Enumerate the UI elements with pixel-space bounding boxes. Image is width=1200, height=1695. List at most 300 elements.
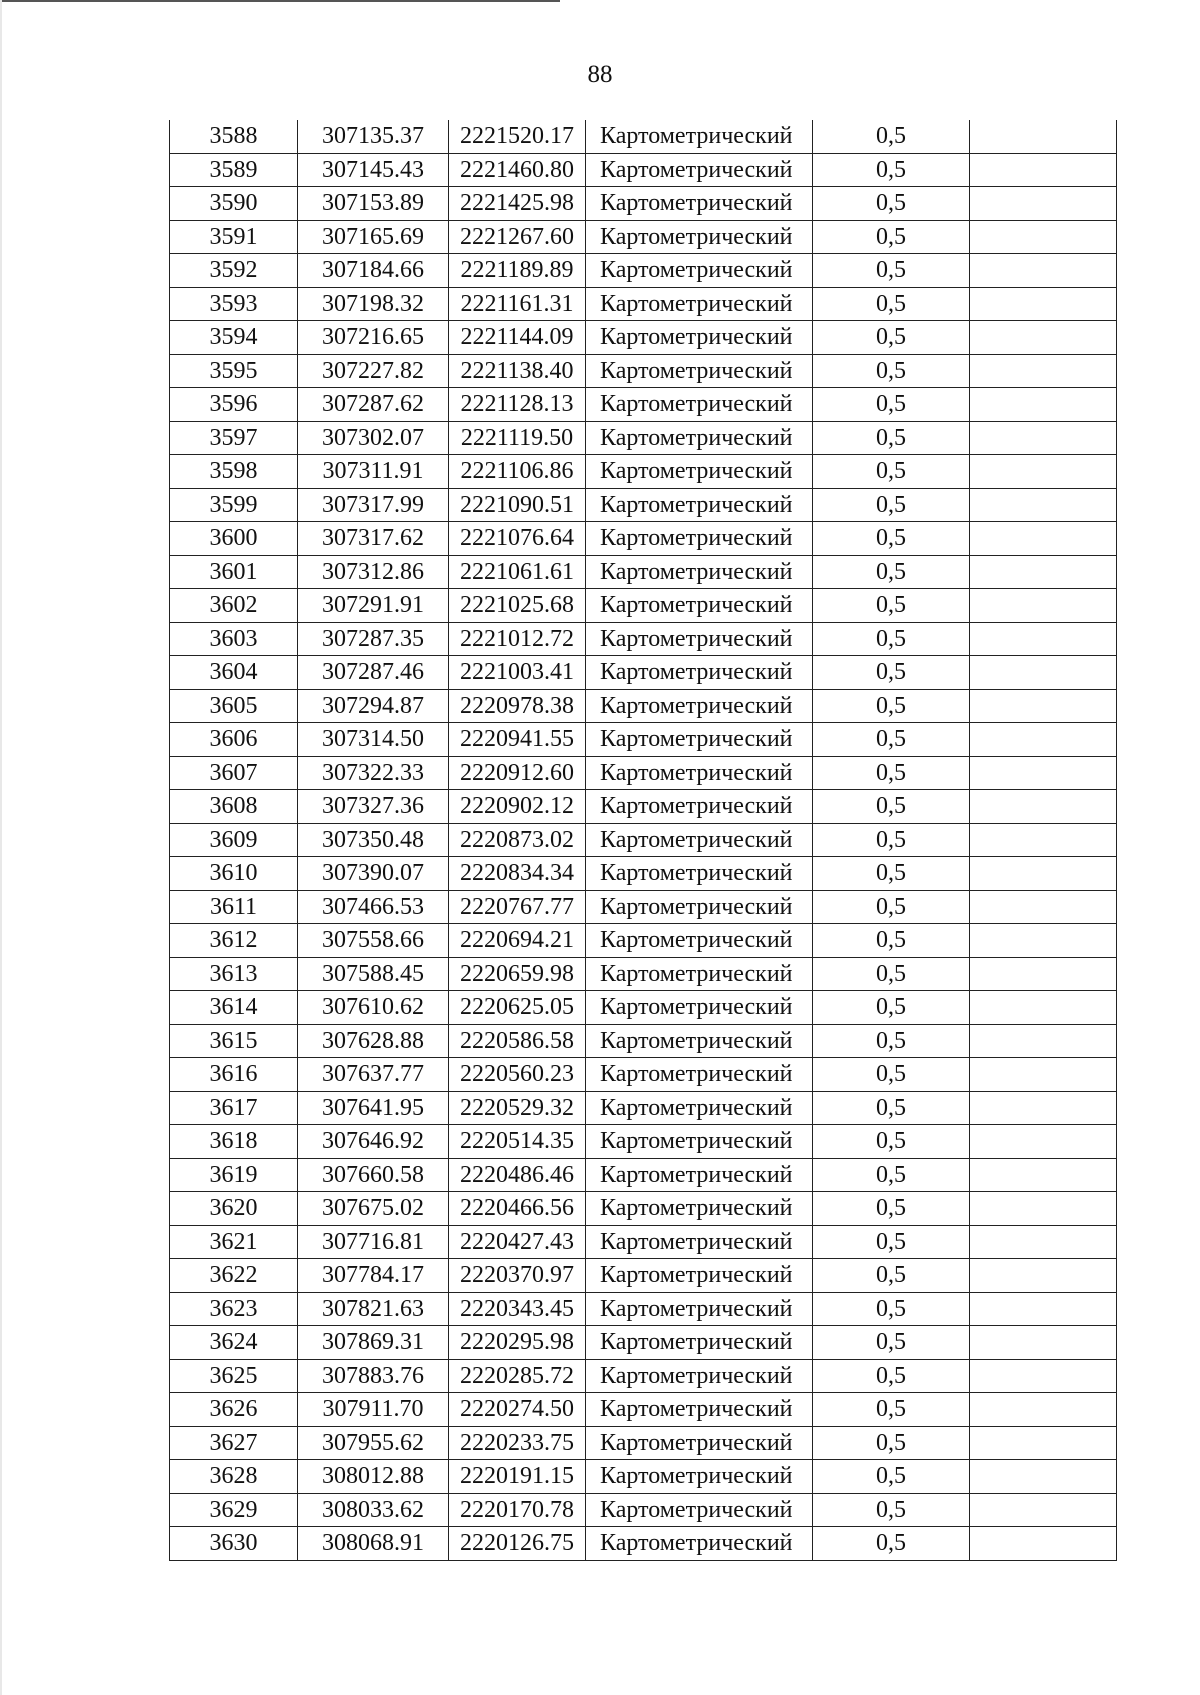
note-cell — [970, 1225, 1117, 1259]
x-coordinate-cell: 307317.99 — [298, 488, 449, 522]
y-coordinate-cell: 2220625.05 — [449, 991, 586, 1025]
method-cell: Картометрический — [586, 388, 813, 422]
method-cell: Картометрический — [586, 1393, 813, 1427]
x-coordinate-cell: 308012.88 — [298, 1460, 449, 1494]
note-cell — [970, 756, 1117, 790]
point-number-cell: 3604 — [170, 656, 298, 690]
note-cell — [970, 924, 1117, 958]
y-coordinate-cell: 2220659.98 — [449, 957, 586, 991]
table-row — [170, 622, 1117, 656]
point-number-cell: 3603 — [170, 622, 298, 656]
note-cell — [970, 1058, 1117, 1092]
method-cell: Картометрический — [586, 1158, 813, 1192]
y-coordinate-cell: 2220191.15 — [449, 1460, 586, 1494]
y-coordinate-cell: 2221012.72 — [449, 622, 586, 656]
note-cell — [970, 1426, 1117, 1460]
point-number-cell: 3620 — [170, 1192, 298, 1226]
x-coordinate-cell: 307287.35 — [298, 622, 449, 656]
point-number-cell: 3601 — [170, 555, 298, 589]
note-cell — [970, 153, 1117, 187]
note-cell — [970, 421, 1117, 455]
table-row — [170, 287, 1117, 321]
accuracy-cell: 0,5 — [813, 723, 970, 757]
x-coordinate-cell: 307291.91 — [298, 589, 449, 623]
accuracy-cell: 0,5 — [813, 1493, 970, 1527]
table-row — [170, 1125, 1117, 1159]
y-coordinate-cell: 2221460.80 — [449, 153, 586, 187]
y-coordinate-cell: 2221161.31 — [449, 287, 586, 321]
y-coordinate-cell: 2220233.75 — [449, 1426, 586, 1460]
x-coordinate-cell: 307294.87 — [298, 689, 449, 723]
y-coordinate-cell: 2220466.56 — [449, 1192, 586, 1226]
table-row — [170, 689, 1117, 723]
y-coordinate-cell: 2221144.09 — [449, 321, 586, 355]
accuracy-cell: 0,5 — [813, 1259, 970, 1293]
y-coordinate-cell: 2220694.21 — [449, 924, 586, 958]
coordinates-table-body — [170, 120, 1117, 1560]
x-coordinate-cell: 307135.37 — [298, 120, 449, 153]
point-number-cell: 3615 — [170, 1024, 298, 1058]
table-row — [170, 1460, 1117, 1494]
table-row — [170, 1091, 1117, 1125]
method-cell: Картометрический — [586, 354, 813, 388]
accuracy-cell: 0,5 — [813, 857, 970, 891]
table-row — [170, 555, 1117, 589]
note-cell — [970, 1259, 1117, 1293]
x-coordinate-cell: 307153.89 — [298, 187, 449, 221]
method-cell: Картометрический — [586, 1292, 813, 1326]
method-cell: Картометрический — [586, 187, 813, 221]
method-cell: Картометрический — [586, 924, 813, 958]
x-coordinate-cell: 307883.76 — [298, 1359, 449, 1393]
point-number-cell: 3592 — [170, 254, 298, 288]
accuracy-cell: 0,5 — [813, 1125, 970, 1159]
table-row — [170, 790, 1117, 824]
note-cell — [970, 1493, 1117, 1527]
accuracy-cell: 0,5 — [813, 622, 970, 656]
point-number-cell: 3602 — [170, 589, 298, 623]
note-cell — [970, 388, 1117, 422]
scan-border-left — [0, 0, 2, 1695]
point-number-cell: 3606 — [170, 723, 298, 757]
method-cell: Картометрический — [586, 321, 813, 355]
y-coordinate-cell: 2220126.75 — [449, 1527, 586, 1561]
point-number-cell: 3624 — [170, 1326, 298, 1360]
accuracy-cell: 0,5 — [813, 790, 970, 824]
y-coordinate-cell: 2220586.58 — [449, 1024, 586, 1058]
point-number-cell: 3599 — [170, 488, 298, 522]
y-coordinate-cell: 2221119.50 — [449, 421, 586, 455]
table-row — [170, 1359, 1117, 1393]
x-coordinate-cell: 307869.31 — [298, 1326, 449, 1360]
note-cell — [970, 957, 1117, 991]
point-number-cell: 3626 — [170, 1393, 298, 1427]
method-cell: Картометрический — [586, 656, 813, 690]
note-cell — [970, 220, 1117, 254]
point-number-cell: 3591 — [170, 220, 298, 254]
point-number-cell: 3623 — [170, 1292, 298, 1326]
y-coordinate-cell: 2220295.98 — [449, 1326, 586, 1360]
point-number-cell: 3600 — [170, 522, 298, 556]
table-row — [170, 153, 1117, 187]
x-coordinate-cell: 307911.70 — [298, 1393, 449, 1427]
x-coordinate-cell: 307311.91 — [298, 455, 449, 489]
point-number-cell: 3588 — [170, 120, 298, 153]
point-number-cell: 3597 — [170, 421, 298, 455]
point-number-cell: 3621 — [170, 1225, 298, 1259]
point-number-cell: 3598 — [170, 455, 298, 489]
y-coordinate-cell: 2221267.60 — [449, 220, 586, 254]
x-coordinate-cell: 307558.66 — [298, 924, 449, 958]
note-cell — [970, 1091, 1117, 1125]
table-row — [170, 857, 1117, 891]
x-coordinate-cell: 308068.91 — [298, 1527, 449, 1561]
note-cell — [970, 991, 1117, 1025]
accuracy-cell: 0,5 — [813, 153, 970, 187]
x-coordinate-cell: 307641.95 — [298, 1091, 449, 1125]
y-coordinate-cell: 2220873.02 — [449, 823, 586, 857]
note-cell — [970, 1125, 1117, 1159]
x-coordinate-cell: 307317.62 — [298, 522, 449, 556]
method-cell: Картометрический — [586, 522, 813, 556]
table-row — [170, 1426, 1117, 1460]
method-cell: Картометрический — [586, 756, 813, 790]
table-row — [170, 1393, 1117, 1427]
table-row — [170, 321, 1117, 355]
note-cell — [970, 488, 1117, 522]
point-number-cell: 3616 — [170, 1058, 298, 1092]
accuracy-cell: 0,5 — [813, 823, 970, 857]
x-coordinate-cell: 307287.62 — [298, 388, 449, 422]
accuracy-cell: 0,5 — [813, 388, 970, 422]
method-cell: Картометрический — [586, 857, 813, 891]
note-cell — [970, 1326, 1117, 1360]
x-coordinate-cell: 307312.86 — [298, 555, 449, 589]
table-row — [170, 187, 1117, 221]
note-cell — [970, 254, 1117, 288]
coordinates-table — [169, 120, 1117, 1561]
x-coordinate-cell: 307646.92 — [298, 1125, 449, 1159]
accuracy-cell: 0,5 — [813, 354, 970, 388]
accuracy-cell: 0,5 — [813, 120, 970, 153]
accuracy-cell: 0,5 — [813, 1359, 970, 1393]
method-cell: Картометрический — [586, 723, 813, 757]
x-coordinate-cell: 307216.65 — [298, 321, 449, 355]
y-coordinate-cell: 2221090.51 — [449, 488, 586, 522]
accuracy-cell: 0,5 — [813, 321, 970, 355]
accuracy-cell: 0,5 — [813, 756, 970, 790]
note-cell — [970, 287, 1117, 321]
accuracy-cell: 0,5 — [813, 1292, 970, 1326]
method-cell: Картометрический — [586, 120, 813, 153]
note-cell — [970, 723, 1117, 757]
point-number-cell: 3611 — [170, 890, 298, 924]
method-cell: Картометрический — [586, 1058, 813, 1092]
method-cell: Картометрический — [586, 254, 813, 288]
table-row — [170, 1326, 1117, 1360]
accuracy-cell: 0,5 — [813, 689, 970, 723]
table-row — [170, 656, 1117, 690]
accuracy-cell: 0,5 — [813, 522, 970, 556]
method-cell: Картометрический — [586, 1359, 813, 1393]
method-cell: Картометрический — [586, 1225, 813, 1259]
y-coordinate-cell: 2221138.40 — [449, 354, 586, 388]
note-cell — [970, 1359, 1117, 1393]
method-cell: Картометрический — [586, 455, 813, 489]
note-cell — [970, 187, 1117, 221]
method-cell: Картометрический — [586, 555, 813, 589]
accuracy-cell: 0,5 — [813, 1426, 970, 1460]
table-row — [170, 756, 1117, 790]
note-cell — [970, 1192, 1117, 1226]
y-coordinate-cell: 2220941.55 — [449, 723, 586, 757]
point-number-cell: 3618 — [170, 1125, 298, 1159]
accuracy-cell: 0,5 — [813, 254, 970, 288]
accuracy-cell: 0,5 — [813, 1326, 970, 1360]
table-row — [170, 1024, 1117, 1058]
point-number-cell: 3614 — [170, 991, 298, 1025]
y-coordinate-cell: 2221106.86 — [449, 455, 586, 489]
method-cell: Картометрический — [586, 488, 813, 522]
method-cell: Картометрический — [586, 1426, 813, 1460]
x-coordinate-cell: 307390.07 — [298, 857, 449, 891]
table-row — [170, 1192, 1117, 1226]
accuracy-cell: 0,5 — [813, 1058, 970, 1092]
accuracy-cell: 0,5 — [813, 957, 970, 991]
x-coordinate-cell: 307466.53 — [298, 890, 449, 924]
accuracy-cell: 0,5 — [813, 1192, 970, 1226]
table-row — [170, 1259, 1117, 1293]
point-number-cell: 3607 — [170, 756, 298, 790]
method-cell: Картометрический — [586, 689, 813, 723]
method-cell: Картометрический — [586, 220, 813, 254]
note-cell — [970, 622, 1117, 656]
method-cell: Картометрический — [586, 1192, 813, 1226]
x-coordinate-cell: 307821.63 — [298, 1292, 449, 1326]
note-cell — [970, 1292, 1117, 1326]
table-row — [170, 388, 1117, 422]
x-coordinate-cell: 307637.77 — [298, 1058, 449, 1092]
note-cell — [970, 1024, 1117, 1058]
accuracy-cell: 0,5 — [813, 1158, 970, 1192]
table-row — [170, 723, 1117, 757]
y-coordinate-cell: 2221128.13 — [449, 388, 586, 422]
method-cell: Картометрический — [586, 1493, 813, 1527]
accuracy-cell: 0,5 — [813, 555, 970, 589]
table-row — [170, 1527, 1117, 1561]
y-coordinate-cell: 2220514.35 — [449, 1125, 586, 1159]
x-coordinate-cell: 307198.32 — [298, 287, 449, 321]
method-cell: Картометрический — [586, 1326, 813, 1360]
table-row — [170, 589, 1117, 623]
point-number-cell: 3608 — [170, 790, 298, 824]
note-cell — [970, 555, 1117, 589]
table-row — [170, 354, 1117, 388]
y-coordinate-cell: 2220529.32 — [449, 1091, 586, 1125]
scan-border-top — [0, 0, 560, 2]
x-coordinate-cell: 307165.69 — [298, 220, 449, 254]
accuracy-cell: 0,5 — [813, 656, 970, 690]
x-coordinate-cell: 307350.48 — [298, 823, 449, 857]
point-number-cell: 3605 — [170, 689, 298, 723]
note-cell — [970, 1158, 1117, 1192]
y-coordinate-cell: 2220767.77 — [449, 890, 586, 924]
x-coordinate-cell: 307675.02 — [298, 1192, 449, 1226]
table-row — [170, 1158, 1117, 1192]
y-coordinate-cell: 2220343.45 — [449, 1292, 586, 1326]
method-cell: Картометрический — [586, 153, 813, 187]
accuracy-cell: 0,5 — [813, 1393, 970, 1427]
y-coordinate-cell: 2220978.38 — [449, 689, 586, 723]
note-cell — [970, 589, 1117, 623]
note-cell — [970, 455, 1117, 489]
x-coordinate-cell: 307327.36 — [298, 790, 449, 824]
method-cell: Картометрический — [586, 1527, 813, 1561]
y-coordinate-cell: 2221076.64 — [449, 522, 586, 556]
accuracy-cell: 0,5 — [813, 455, 970, 489]
x-coordinate-cell: 307660.58 — [298, 1158, 449, 1192]
point-number-cell: 3619 — [170, 1158, 298, 1192]
accuracy-cell: 0,5 — [813, 187, 970, 221]
point-number-cell: 3613 — [170, 957, 298, 991]
y-coordinate-cell: 2220274.50 — [449, 1393, 586, 1427]
note-cell — [970, 321, 1117, 355]
y-coordinate-cell: 2221003.41 — [449, 656, 586, 690]
page-number: 88 — [587, 61, 613, 88]
method-cell: Картометрический — [586, 957, 813, 991]
method-cell: Картометрический — [586, 287, 813, 321]
note-cell — [970, 1527, 1117, 1561]
y-coordinate-cell: 2221520.17 — [449, 120, 586, 153]
x-coordinate-cell: 307628.88 — [298, 1024, 449, 1058]
point-number-cell: 3610 — [170, 857, 298, 891]
y-coordinate-cell: 2220427.43 — [449, 1225, 586, 1259]
table-row — [170, 957, 1117, 991]
x-coordinate-cell: 307302.07 — [298, 421, 449, 455]
method-cell: Картометрический — [586, 790, 813, 824]
point-number-cell: 3630 — [170, 1527, 298, 1561]
y-coordinate-cell: 2221189.89 — [449, 254, 586, 288]
table-row — [170, 890, 1117, 924]
accuracy-cell: 0,5 — [813, 488, 970, 522]
method-cell: Картометрический — [586, 890, 813, 924]
note-cell — [970, 890, 1117, 924]
x-coordinate-cell: 307588.45 — [298, 957, 449, 991]
y-coordinate-cell: 2220902.12 — [449, 790, 586, 824]
x-coordinate-cell: 308033.62 — [298, 1493, 449, 1527]
x-coordinate-cell: 307287.46 — [298, 656, 449, 690]
x-coordinate-cell: 307145.43 — [298, 153, 449, 187]
table-row — [170, 254, 1117, 288]
note-cell — [970, 522, 1117, 556]
y-coordinate-cell: 2221061.61 — [449, 555, 586, 589]
table-row — [170, 991, 1117, 1025]
x-coordinate-cell: 307184.66 — [298, 254, 449, 288]
note-cell — [970, 1393, 1117, 1427]
point-number-cell: 3612 — [170, 924, 298, 958]
x-coordinate-cell: 307322.33 — [298, 756, 449, 790]
y-coordinate-cell: 2220370.97 — [449, 1259, 586, 1293]
method-cell: Картометрический — [586, 1125, 813, 1159]
point-number-cell: 3617 — [170, 1091, 298, 1125]
point-number-cell: 3596 — [170, 388, 298, 422]
accuracy-cell: 0,5 — [813, 287, 970, 321]
x-coordinate-cell: 307227.82 — [298, 354, 449, 388]
x-coordinate-cell: 307610.62 — [298, 991, 449, 1025]
method-cell: Картометрический — [586, 823, 813, 857]
note-cell — [970, 823, 1117, 857]
y-coordinate-cell: 2221025.68 — [449, 589, 586, 623]
accuracy-cell: 0,5 — [813, 589, 970, 623]
table-row — [170, 823, 1117, 857]
point-number-cell: 3589 — [170, 153, 298, 187]
point-number-cell: 3594 — [170, 321, 298, 355]
note-cell — [970, 120, 1117, 153]
y-coordinate-cell: 2220486.46 — [449, 1158, 586, 1192]
accuracy-cell: 0,5 — [813, 220, 970, 254]
accuracy-cell: 0,5 — [813, 1225, 970, 1259]
point-number-cell: 3622 — [170, 1259, 298, 1293]
method-cell: Картометрический — [586, 991, 813, 1025]
note-cell — [970, 354, 1117, 388]
y-coordinate-cell: 2220834.34 — [449, 857, 586, 891]
x-coordinate-cell: 307784.17 — [298, 1259, 449, 1293]
point-number-cell: 3593 — [170, 287, 298, 321]
note-cell — [970, 689, 1117, 723]
point-number-cell: 3629 — [170, 1493, 298, 1527]
point-number-cell: 3590 — [170, 187, 298, 221]
table-row — [170, 421, 1117, 455]
method-cell: Картометрический — [586, 1024, 813, 1058]
y-coordinate-cell: 2221425.98 — [449, 187, 586, 221]
accuracy-cell: 0,5 — [813, 1460, 970, 1494]
accuracy-cell: 0,5 — [813, 1024, 970, 1058]
method-cell: Картометрический — [586, 421, 813, 455]
point-number-cell: 3625 — [170, 1359, 298, 1393]
x-coordinate-cell: 307314.50 — [298, 723, 449, 757]
table-row — [170, 522, 1117, 556]
table-row — [170, 1225, 1117, 1259]
table-row — [170, 220, 1117, 254]
table-row — [170, 1292, 1117, 1326]
point-number-cell: 3595 — [170, 354, 298, 388]
note-cell — [970, 857, 1117, 891]
table-row — [170, 455, 1117, 489]
note-cell — [970, 656, 1117, 690]
method-cell: Картометрический — [586, 1091, 813, 1125]
method-cell: Картометрический — [586, 1460, 813, 1494]
accuracy-cell: 0,5 — [813, 421, 970, 455]
point-number-cell: 3609 — [170, 823, 298, 857]
accuracy-cell: 0,5 — [813, 991, 970, 1025]
y-coordinate-cell: 2220285.72 — [449, 1359, 586, 1393]
table-row — [170, 924, 1117, 958]
method-cell: Картометрический — [586, 589, 813, 623]
x-coordinate-cell: 307716.81 — [298, 1225, 449, 1259]
accuracy-cell: 0,5 — [813, 1091, 970, 1125]
x-coordinate-cell: 307955.62 — [298, 1426, 449, 1460]
table-row — [170, 1058, 1117, 1092]
y-coordinate-cell: 2220912.60 — [449, 756, 586, 790]
accuracy-cell: 0,5 — [813, 890, 970, 924]
note-cell — [970, 1460, 1117, 1494]
method-cell: Картометрический — [586, 622, 813, 656]
method-cell: Картометрический — [586, 1259, 813, 1293]
accuracy-cell: 0,5 — [813, 924, 970, 958]
table-row — [170, 1493, 1117, 1527]
table-row — [170, 488, 1117, 522]
point-number-cell: 3628 — [170, 1460, 298, 1494]
